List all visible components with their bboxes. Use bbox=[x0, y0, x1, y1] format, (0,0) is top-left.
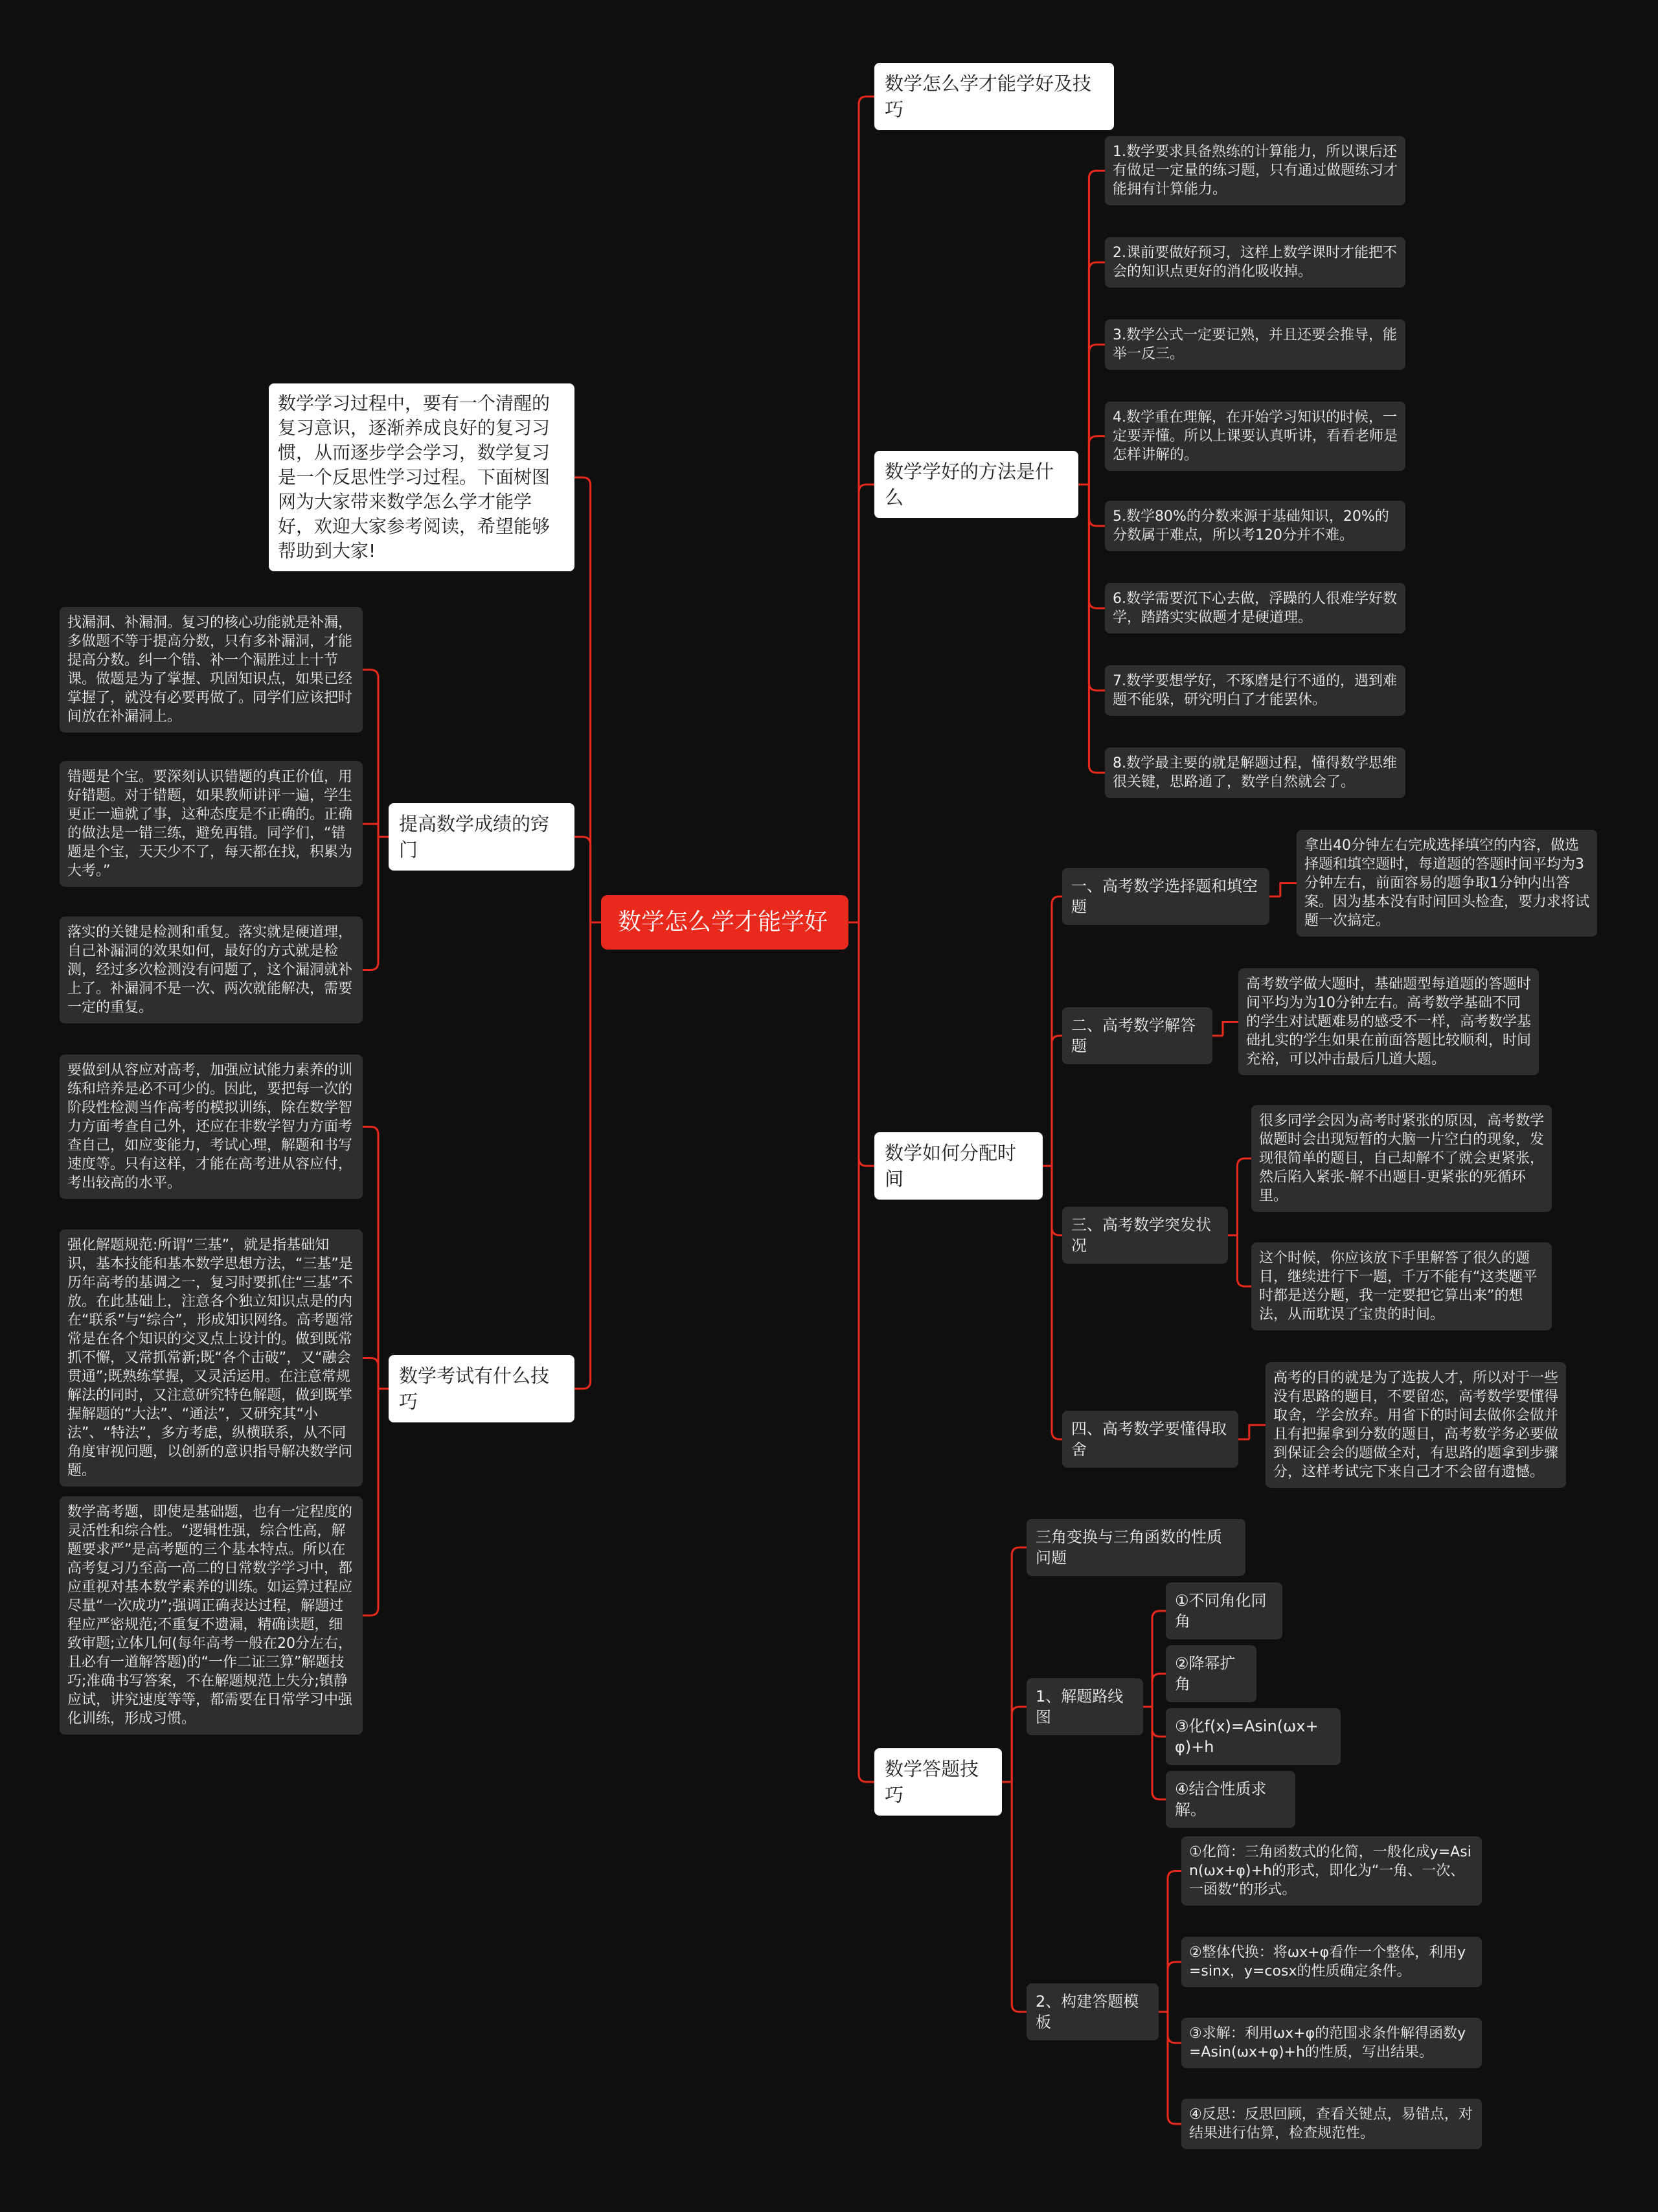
time-leaf-answer[interactable]: 高考数学做大题时，基础题型每道题的答题时间平均为为10分钟左右。高考数学基础不同的学生对试题难易的感受不一样，高考数学基础扎实的学生如果在前面答题比较顺利，时间充裕，可以冲击最后几道大题。 bbox=[1238, 968, 1539, 1075]
connector bbox=[1168, 1962, 1181, 2012]
connector bbox=[1012, 1547, 1027, 1782]
connector bbox=[1089, 437, 1105, 485]
time-leaf-skip[interactable]: 这个时候，你应该放下手里解答了很久的题目，继续进行下一题，千万不能有“这类题平时都是送分题，我一定要把它算出来”的想法，从而耽误了宝贵的时间。 bbox=[1251, 1242, 1552, 1330]
connector bbox=[363, 837, 378, 970]
time-sub-choice-fill[interactable]: 一、高考数学选择题和填空题 bbox=[1062, 868, 1269, 925]
connector bbox=[574, 477, 591, 922]
method-item-2[interactable]: 2.课前要做好预习，这样上数学课时才能把不会的知识点更好的消化吸收掉。 bbox=[1105, 237, 1405, 288]
connector bbox=[1152, 1707, 1166, 1737]
template-step-1[interactable]: ①化简：三角函数式的化简，一般化成y=Asin(ωx+φ)+h的形式，即化为“一角、一次、一函数”的形式。 bbox=[1181, 1836, 1482, 1906]
connector bbox=[859, 97, 874, 922]
method-item-7[interactable]: 7.数学要想学好，不琢磨是行不通的，遇到难题不能躲，研究明白了才能罢休。 bbox=[1105, 665, 1405, 716]
connector bbox=[1152, 1674, 1166, 1707]
template-step-2[interactable]: ②整体代换：将ωx+φ看作一个整体，利用y=sinx，y=cosx的性质确定条件。 bbox=[1181, 1937, 1482, 1987]
connector bbox=[859, 922, 874, 1166]
connector bbox=[1152, 1707, 1166, 1799]
template-step-3[interactable]: ③求解：利用ωx+φ的范围求条件解得函数y=Asin(ωx+φ)+h的性质，写出结果。 bbox=[1181, 2018, 1482, 2068]
connector bbox=[1249, 1425, 1266, 1439]
connector bbox=[1168, 1871, 1181, 2012]
connector bbox=[1168, 2012, 1181, 2043]
method-item-1[interactable]: 1.数学要求具备熟练的计算能力，所以课后还有做足一定量的练习题，只有通过做题练习才能拥有计算能力。 bbox=[1105, 136, 1405, 205]
connector bbox=[859, 922, 874, 1782]
connector bbox=[1168, 2012, 1181, 2124]
connector bbox=[1237, 1159, 1251, 1236]
time-leaf-tradeoff[interactable]: 高考的目的就是为了选拔人才，所以对于一些没有思路的题目，不要留恋，高考数学要懂得取舍，学会放弃。用省下的时间去做你会做并且有把握拿到分数的题目，高考数学务必要做到保证会会的题做全对，有思路的题拿到步骤分，这样考试完下来自己才不会留有遗憾。 bbox=[1266, 1362, 1566, 1488]
time-sub-answer[interactable]: 二、高考数学解答题 bbox=[1062, 1007, 1212, 1064]
method-item-3[interactable]: 3.数学公式一定要记熟，并且还要会推导，能举一反三。 bbox=[1105, 319, 1405, 370]
connector bbox=[1152, 1611, 1166, 1707]
connector bbox=[1089, 485, 1105, 773]
branch-time-allocation[interactable]: 数学如何分配时间 bbox=[874, 1132, 1043, 1200]
branch-exam-tips[interactable]: 数学考试有什么技巧 bbox=[389, 1355, 574, 1422]
connector bbox=[1052, 1166, 1062, 1439]
connector bbox=[1052, 896, 1062, 1166]
leaf-exam-ability[interactable]: 要做到从容应对高考，加强应试能力素养的训练和培养是必不可少的。因此，要把每一次的阶段性检测当作高考的模拟训练，除在数学智力方面考查自己外，还应在非数学智力方面考查自己，如应变能力，考试心理，解题和书写速度等。只有这样，才能在高考进从容应付，考出较高的水平。 bbox=[60, 1055, 363, 1199]
connector bbox=[363, 1127, 378, 1389]
time-sub-emergency[interactable]: 三、高考数学突发状况 bbox=[1062, 1207, 1228, 1264]
connector bbox=[1052, 1036, 1062, 1166]
skills-sub-roadmap[interactable]: 1、解题路线图 bbox=[1027, 1678, 1143, 1735]
skills-sub-template[interactable]: 2、构建答题模板 bbox=[1027, 1983, 1159, 2040]
connector bbox=[363, 1389, 378, 1615]
time-leaf-nervous[interactable]: 很多同学会因为高考时紧张的原因，高考数学做题时会出现短暂的大脑一片空白的现象，发现很简单的题目，自己却解不了就会更紧张，然后陷入紧张-解不出题目-更紧张的死循环里。 bbox=[1251, 1105, 1552, 1212]
skills-topic-trig[interactable]: 三角变换与三角函数的性质问题 bbox=[1027, 1519, 1245, 1576]
roadmap-step-3[interactable]: ③化f(x)=Asin(ωx+φ)+h bbox=[1166, 1708, 1341, 1765]
intro-text[interactable]: 数学学习过程中，要有一个清醒的复习意识，逐渐养成良好的复习习惯，从而逐步学会学习，数学复习是一个反思性学习过程。下面树图网为大家带来数学怎么学才能学好，欢迎大家参考阅读，希望能够帮助到大家! bbox=[269, 383, 574, 571]
connector bbox=[363, 1358, 378, 1389]
connector bbox=[1089, 485, 1105, 608]
connector bbox=[1012, 1707, 1027, 1782]
root-topic[interactable]: 数学怎么学才能学好 bbox=[601, 895, 848, 950]
roadmap-step-2[interactable]: ②降幂扩角 bbox=[1166, 1645, 1256, 1702]
leaf-three-basics[interactable]: 强化解题规范:所谓“三基”，就是指基础知识，基本技能和基本数学思想方法，“三基”是历年高考的基调之一，复习时要抓住“三基”不放。在此基础上，注意各个独立知识点是的内在“联系”与“综合”，形成知识网络。高考题常常是在各个知识的交叉点上设计的。做到既常抓不懈，又常抓常新;既“各个击破”，又“融会贯通”;既熟练掌握，又灵活运用。在注意常规解法的同时，又注意研究特色解题，做到既掌握解题的“大法”、“通法”，又研究其“小法”、“特法”，多方考虑，纵横联系，从不同角度审视问题，以创新的意识指导解决数学问题。 bbox=[60, 1229, 363, 1487]
connector bbox=[574, 837, 591, 922]
branch-learning-methods[interactable]: 数学学好的方法是什么 bbox=[874, 451, 1078, 518]
time-sub-tradeoff[interactable]: 四、高考数学要懂得取舍 bbox=[1062, 1411, 1238, 1468]
connector bbox=[363, 670, 378, 837]
connector bbox=[859, 485, 874, 922]
leaf-wrong-answers[interactable]: 错题是个宝。要深刻认识错题的真正价值，用好错题。对于错题，如果教师讲评一遍，学生更正一遍就了事，这种态度是不正确的。正确的做法是一错三练，避免再错。同学们，“错题是个宝，天天少不了，每天都在找，积累为大考。” bbox=[60, 761, 363, 887]
connector bbox=[1223, 1022, 1238, 1036]
template-step-4[interactable]: ④反思：反思回顾，查看关键点，易错点，对结果进行估算，检查规范性。 bbox=[1181, 2099, 1482, 2149]
connector bbox=[1089, 345, 1105, 485]
connector bbox=[1089, 485, 1105, 690]
leaf-find-gaps[interactable]: 找漏洞、补漏洞。复习的核心功能就是补漏，多做题不等于提高分数，只有多补漏洞，才能提高分数。纠一个错、补一个漏胜过上十节课。做题是为了掌握、巩固知识点，如果已经掌握了，就没有必要再做了。同学们应该把时间放在补漏洞上。 bbox=[60, 607, 363, 733]
connector bbox=[1052, 1166, 1062, 1235]
connector bbox=[1089, 485, 1105, 526]
connector bbox=[1089, 262, 1105, 485]
connector bbox=[1280, 884, 1297, 897]
leaf-test-repeat[interactable]: 落实的关键是检测和重复。落实就是硬道理，自己补漏洞的效果如何，最好的方式就是检测，经过多次检测没有问题了，这个漏洞就补上了。补漏洞不是一次、两次就能解决，需要一定的重复。 bbox=[60, 917, 363, 1023]
roadmap-step-4[interactable]: ④结合性质求解。 bbox=[1166, 1771, 1295, 1828]
connector bbox=[574, 922, 591, 1389]
leaf-exam-features[interactable]: 数学高考题，即使是基础题，也有一定程度的灵活性和综合性。“逻辑性强，综合性高，解题要求严”是高考题的三个基本特点。所以在高考复习乃至高一高二的日常数学学习中，都应重视对基本数学素养的训练。如运算过程应尽量“一次成功”;强调正确表达过程，解题过程应严密规范;不重复不遗漏，精确读题，细致审题;立体几何(每年高考一般在20分左右，且必有一道解答题)的“一作二证三算”解题技巧;准确书写答案，不在解题规范上失分;镇静应试，讲究速度等等，都需要在日常学习中强化训练，形成习惯。 bbox=[60, 1496, 363, 1735]
branch-how-learn-tips[interactable]: 数学怎么学才能学好及技巧 bbox=[874, 63, 1114, 130]
method-item-6[interactable]: 6.数学需要沉下心去做，浮躁的人很难学好数学，踏踏实实做题才是硬道理。 bbox=[1105, 583, 1405, 633]
branch-improve-tips[interactable]: 提高数学成绩的窍门 bbox=[389, 803, 574, 871]
method-item-8[interactable]: 8.数学最主要的就是解题过程，懂得数学思维很关键，思路通了，数学自然就会了。 bbox=[1105, 747, 1405, 798]
roadmap-step-1[interactable]: ①不同角化同角 bbox=[1166, 1582, 1282, 1639]
connector bbox=[1237, 1235, 1251, 1286]
branch-answer-skills[interactable]: 数学答题技巧 bbox=[874, 1748, 1002, 1816]
method-item-4[interactable]: 4.数学重在理解，在开始学习知识的时候，一定要弄懂。所以上课要认真听讲，看看老师是怎样讲解的。 bbox=[1105, 402, 1405, 471]
method-item-5[interactable]: 5.数学80%的分数来源于基础知识，20%的分数属于难点，所以考120分并不难。 bbox=[1105, 501, 1405, 551]
time-leaf-choice-fill[interactable]: 拿出40分钟左右完成选择填空的内容，做选择题和填空题时，每道题的答题时间平均为3分钟左右，前面容易的题争取1分钟内出答案。因为基本没有时间回头检查，要力求将试题一次搞定。 bbox=[1297, 830, 1597, 937]
connector bbox=[363, 824, 378, 837]
connector bbox=[1012, 1782, 1027, 2012]
